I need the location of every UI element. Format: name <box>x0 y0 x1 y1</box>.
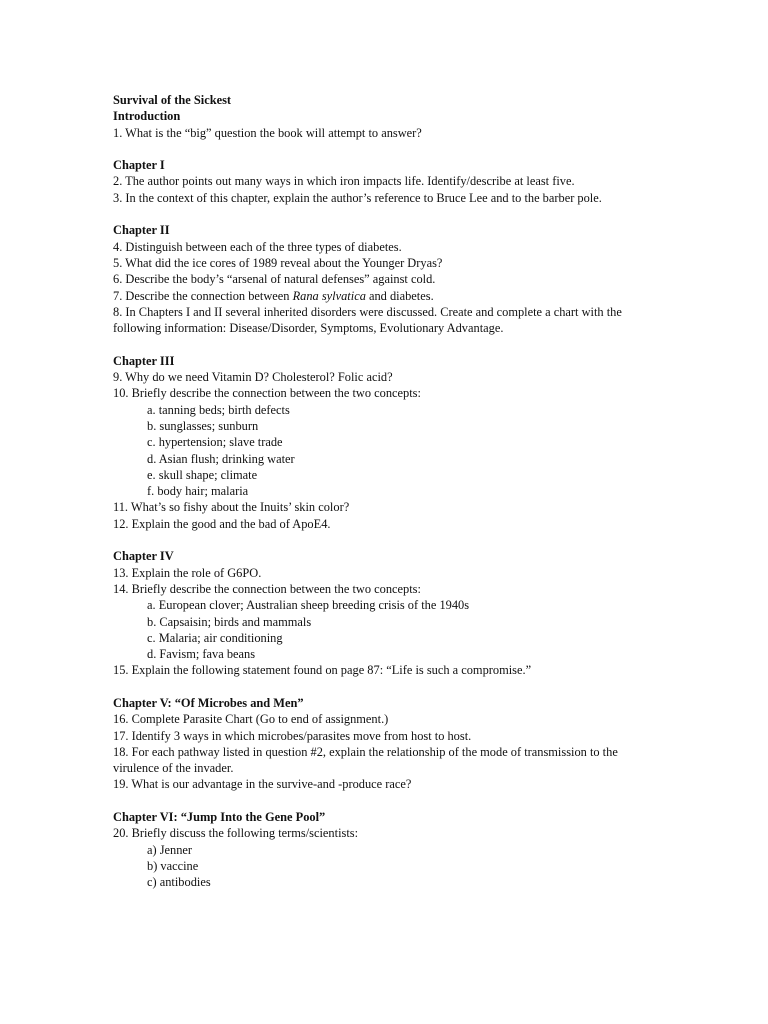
question-19: 19. What is our advantage in the survive-and -produce race? <box>113 777 412 792</box>
question-8: 8. In Chapters I and II several inherited disorders were discussed. Create and complete a chart with the following information: Disease/Disorder, Symptoms, Evolutionary Advantage. <box>113 304 622 336</box>
spacer <box>113 679 648 695</box>
question-10-item-b: b. sunglasses; sunburn <box>147 418 259 433</box>
question-13: 13. Explain the role of G6PO. <box>113 565 262 580</box>
question-10-item-f: f. body hair; malaria <box>147 484 249 499</box>
question-7-species-name: Rana sylvatica <box>292 288 366 303</box>
spacer <box>113 793 648 809</box>
question-10: 10. Briefly describe the connection between the two concepts: <box>113 386 421 401</box>
question-20: 20. Briefly discuss the following terms/scientists: <box>113 826 359 841</box>
question-20-item-a: a) Jenner <box>147 842 193 857</box>
heading-chapter-1: Chapter I <box>113 158 165 173</box>
question-10-item-d: d. Asian flush; drinking water <box>147 451 295 466</box>
question-6: 6. Describe the body’s “arsenal of natural defenses” against cold. <box>113 272 436 287</box>
question-20-item-c: c) antibodies <box>147 875 211 890</box>
question-7 <box>113 288 648 304</box>
question-18: 18. For each pathway listed in question #2, explain the relationship of the mode of transmission to the virulence of the invader. <box>113 744 618 776</box>
heading-chapter-3: Chapter III <box>113 353 175 368</box>
question-2: 2. The author points out many ways in which iron impacts life. Identify/describe at least five. <box>113 174 575 189</box>
question-5: 5. What did the ice cores of 1989 reveal about the Younger Dryas? <box>113 255 443 270</box>
question-14-item-b: b. Capsaisin; birds and mammals <box>147 614 312 629</box>
heading-chapter-2: Chapter II <box>113 223 170 238</box>
question-7-text-end: and diabetes. <box>365 288 434 303</box>
question-10-item-e: e. skull shape; climate <box>147 467 258 482</box>
question-14-item-c: c. Malaria; air conditioning <box>147 630 283 645</box>
spacer <box>113 336 648 352</box>
question-20-item-b: b) vaccine <box>147 858 199 873</box>
question-11: 11. What’s so fishy about the Inuits’ skin color? <box>113 500 350 515</box>
question-10-item-a: a. tanning beds; birth defects <box>147 402 290 417</box>
question-4: 4. Distinguish between each of the three types of diabetes. <box>113 239 402 254</box>
question-14: 14. Briefly describe the connection between the two concepts: <box>113 581 421 596</box>
spacer <box>113 141 648 157</box>
question-17: 17. Identify 3 ways in which microbes/parasites move from host to host. <box>113 728 472 743</box>
question-9: 9. Why do we need Vitamin D? Cholesterol? Folic acid? <box>113 370 393 385</box>
question-14-item-d: d. Favism; fava beans <box>147 647 256 662</box>
question-3: 3. In the context of this chapter, explain the author’s reference to Bruce Lee and to the barber pole. <box>113 190 602 205</box>
document-title: Survival of the Sickest <box>113 93 232 107</box>
question-1: 1. What is the “big” question the book will attempt to answer? <box>113 125 422 140</box>
question-14-item-a: a. European clover; Australian sheep breeding crisis of the 1940s <box>147 598 470 613</box>
question-16: 16. Complete Parasite Chart (Go to end of assignment.) <box>113 712 389 727</box>
spacer <box>113 206 648 222</box>
question-15: 15. Explain the following statement found on page 87: “Life is such a compromise.” <box>113 663 532 678</box>
question-12: 12. Explain the good and the bad of ApoE4. <box>113 516 331 531</box>
question-7-text-start: 7. Describe the connection between <box>113 288 293 303</box>
heading-chapter-6: Chapter VI: “Jump Into the Gene Pool” <box>113 810 326 825</box>
heading-introduction: Introduction <box>113 109 181 124</box>
heading-chapter-4: Chapter IV <box>113 549 174 564</box>
heading-chapter-5: Chapter V: “Of Microbes and Men” <box>113 695 304 710</box>
spacer <box>113 532 648 548</box>
question-10-item-c: c. hypertension; slave trade <box>147 435 283 450</box>
document-content <box>113 92 648 891</box>
